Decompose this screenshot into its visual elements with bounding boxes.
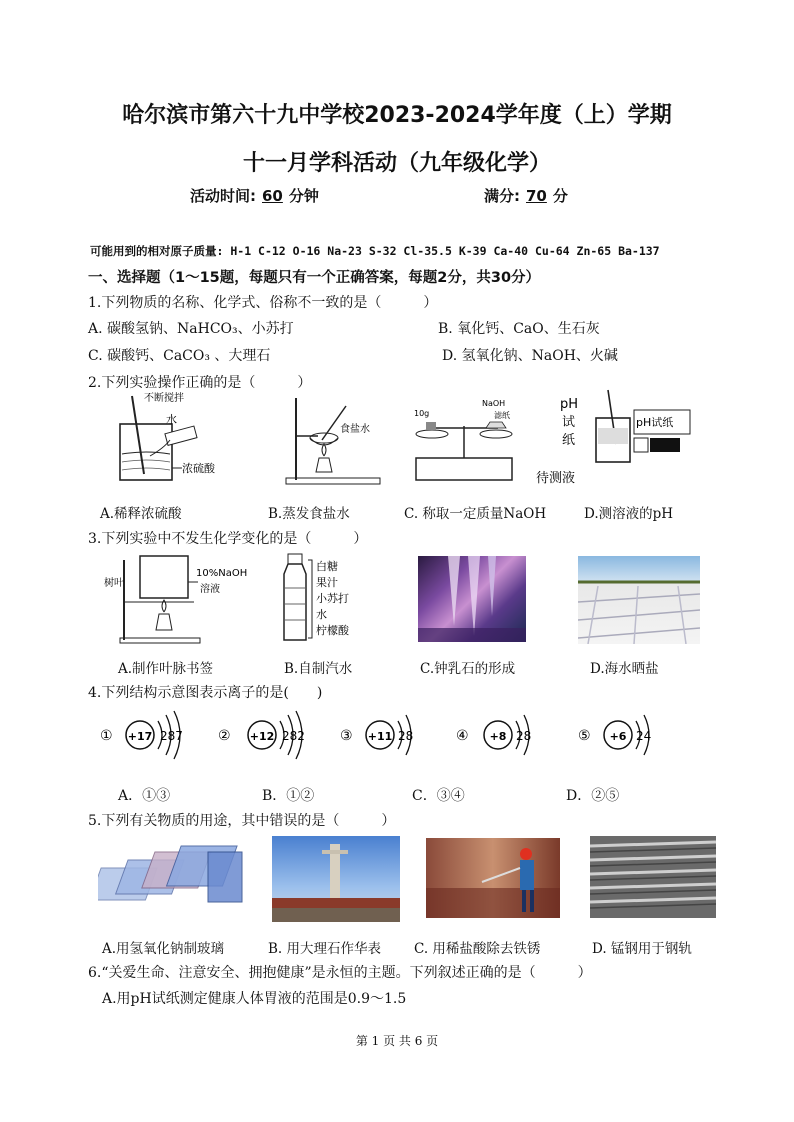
label-naoh: NaOH: [482, 399, 506, 408]
label-sugar: 白糖: [316, 560, 338, 573]
svg-text:+11: +11: [367, 730, 393, 743]
exam-subtitle: 十一月学科活动（九年级化学）: [242, 151, 551, 176]
svg-text:+8: +8: [489, 730, 507, 743]
q2-caption-b: B.蒸发食盐水: [268, 506, 350, 522]
q4-option-a: A．①③: [118, 788, 171, 804]
question-3-stem: 3.下列实验中不发生化学变化的是（ ）: [88, 531, 368, 547]
label-weight: 10g: [414, 409, 430, 418]
atom-structures: [96, 705, 696, 763]
svg-text:②: ②: [218, 728, 231, 744]
score-info: [484, 185, 568, 206]
structure-1: [100, 711, 183, 759]
q2-caption-c: C. 称取一定质量NaOH: [404, 506, 547, 522]
svg-text:+12: +12: [249, 730, 275, 743]
structure-5: [578, 715, 651, 755]
q6-option-a: A.用pH试纸测定健康人体胃液的范围是0.9～1.5: [102, 991, 407, 1007]
rust-removal-photo: [426, 838, 560, 918]
svg-text:小苏打: 小苏打: [316, 592, 349, 605]
svg-text:282: 282: [282, 729, 305, 743]
q2-caption-a: A.稀释浓硫酸: [100, 506, 182, 522]
label-ph-paper: pH试纸: [636, 416, 674, 429]
svg-text:28: 28: [516, 729, 532, 743]
q1-option-b: B. 氧化钙、CaO、生石灰: [438, 321, 600, 337]
q5-caption-d: D. 锰钢用于钢轨: [592, 941, 692, 957]
leaf-vein-figure: [104, 552, 254, 646]
question-5-stem: 5.下列有关物质的用途，其中错误的是（ ）: [88, 813, 396, 829]
label-acid: 浓硫酸: [182, 462, 215, 475]
structure-4: [456, 715, 531, 755]
steel-rails-photo: [590, 836, 716, 918]
svg-text:⑤: ⑤: [578, 728, 591, 744]
label-water: 水: [166, 413, 177, 426]
svg-text:纸: 纸: [562, 433, 576, 448]
svg-text:③: ③: [340, 728, 353, 744]
q1-option-d: D. 氢氧化钠、NaOH、火碱: [442, 348, 618, 364]
svg-text:水: 水: [316, 608, 327, 621]
q5-caption-a: A.用氢氧化钠制玻璃: [102, 941, 225, 957]
q1-option-a: A. 碳酸氢钠、NaHCO₃、小苏打: [88, 321, 294, 337]
svg-text:28: 28: [398, 729, 414, 743]
q1-option-c: C. 碳酸钙、CaCO₃ 、大理石: [88, 348, 271, 364]
q3-caption-c: C.钟乳石的形成: [420, 661, 516, 677]
svg-text:果汁: 果汁: [316, 576, 338, 589]
glass-sheets-photo: [98, 838, 248, 920]
time-info: [190, 185, 319, 206]
svg-text:柠檬酸: 柠檬酸: [316, 624, 349, 637]
dilute-acid-figure: [110, 392, 240, 490]
question-6-stem: 6.“关爱生命、注意安全、拥抱健康”是永恒的主题。下列叙述正确的是（ ）: [88, 965, 592, 981]
stalactite-photo: [418, 556, 526, 642]
svg-text:+6: +6: [609, 730, 627, 743]
soda-bottle-figure: [282, 552, 372, 646]
label-leaf: 树叶: [104, 578, 124, 589]
balance-figure: [408, 392, 520, 490]
label-ph: pH: [560, 397, 579, 412]
q5-caption-c: C. 用稀盐酸除去铁锈: [414, 941, 541, 957]
svg-text:+17: +17: [127, 730, 153, 743]
question-1-stem: 1.下列物质的名称、化学式、俗称不一致的是（ ）: [88, 295, 438, 311]
time-unit: 分钟: [288, 187, 319, 205]
label-salt-water: 食盐水: [340, 424, 370, 435]
q4-option-c: C．③④: [412, 788, 465, 804]
salt-pan-photo: [578, 556, 700, 644]
score-value: 70: [526, 187, 547, 205]
svg-text:溶液: 溶液: [200, 584, 220, 595]
atomic-masses: 可能用到的相对原子质量: H-1 C-12 O-16 Na-23 S-32 Cl-35.5 K-39 Ca-40 Cu-64 Zn-65 Ba-137: [90, 244, 660, 258]
svg-text:④: ④: [456, 728, 469, 744]
q3-caption-b: B.自制汽水: [284, 661, 353, 677]
label-stir: 不断搅拌: [144, 393, 184, 404]
exam-title: 哈尔滨市第六十九中学校2023-2024学年度（上）学期: [122, 103, 672, 128]
q3-caption-d: D.海水晒盐: [590, 661, 659, 677]
q2-caption-d: D.测溶液的pH: [584, 506, 674, 522]
huabiao-photo: [272, 836, 400, 922]
structure-2: [218, 711, 305, 759]
svg-text:287: 287: [160, 729, 183, 743]
q4-option-b: B．①②: [262, 788, 315, 804]
time-label: 活动时间:: [190, 187, 256, 205]
q3-caption-a: A.制作叶脉书签: [118, 661, 214, 677]
svg-text:试: 试: [562, 415, 576, 430]
svg-text:24: 24: [636, 729, 652, 743]
svg-text:①: ①: [100, 728, 113, 744]
q4-option-d: D．②⑤: [566, 788, 620, 804]
label-test-liquid: 待测液: [536, 471, 576, 486]
label-filter-paper: 滤纸: [494, 411, 510, 420]
question-4-stem: 4.下列结构示意图表示离子的是( ): [88, 685, 323, 701]
ph-test-figure: [536, 384, 696, 490]
evaporation-figure: [282, 392, 394, 490]
section-title: 一、选择题（1～15题，每题只有一个正确答案，每题2分，共30分）: [88, 270, 541, 286]
q5-caption-b: B. 用大理石作华表: [268, 941, 382, 957]
question-2-stem: 2.下列实验操作正确的是（ ）: [88, 375, 312, 391]
page-footer: 第 1 页 共 6 页: [355, 1034, 439, 1048]
structure-3: [340, 715, 413, 755]
score-unit: 分: [552, 187, 568, 205]
label-naoh-solution: 10%NaOH: [196, 568, 248, 579]
score-label: 满分:: [484, 187, 520, 205]
time-value: 60: [262, 187, 283, 205]
